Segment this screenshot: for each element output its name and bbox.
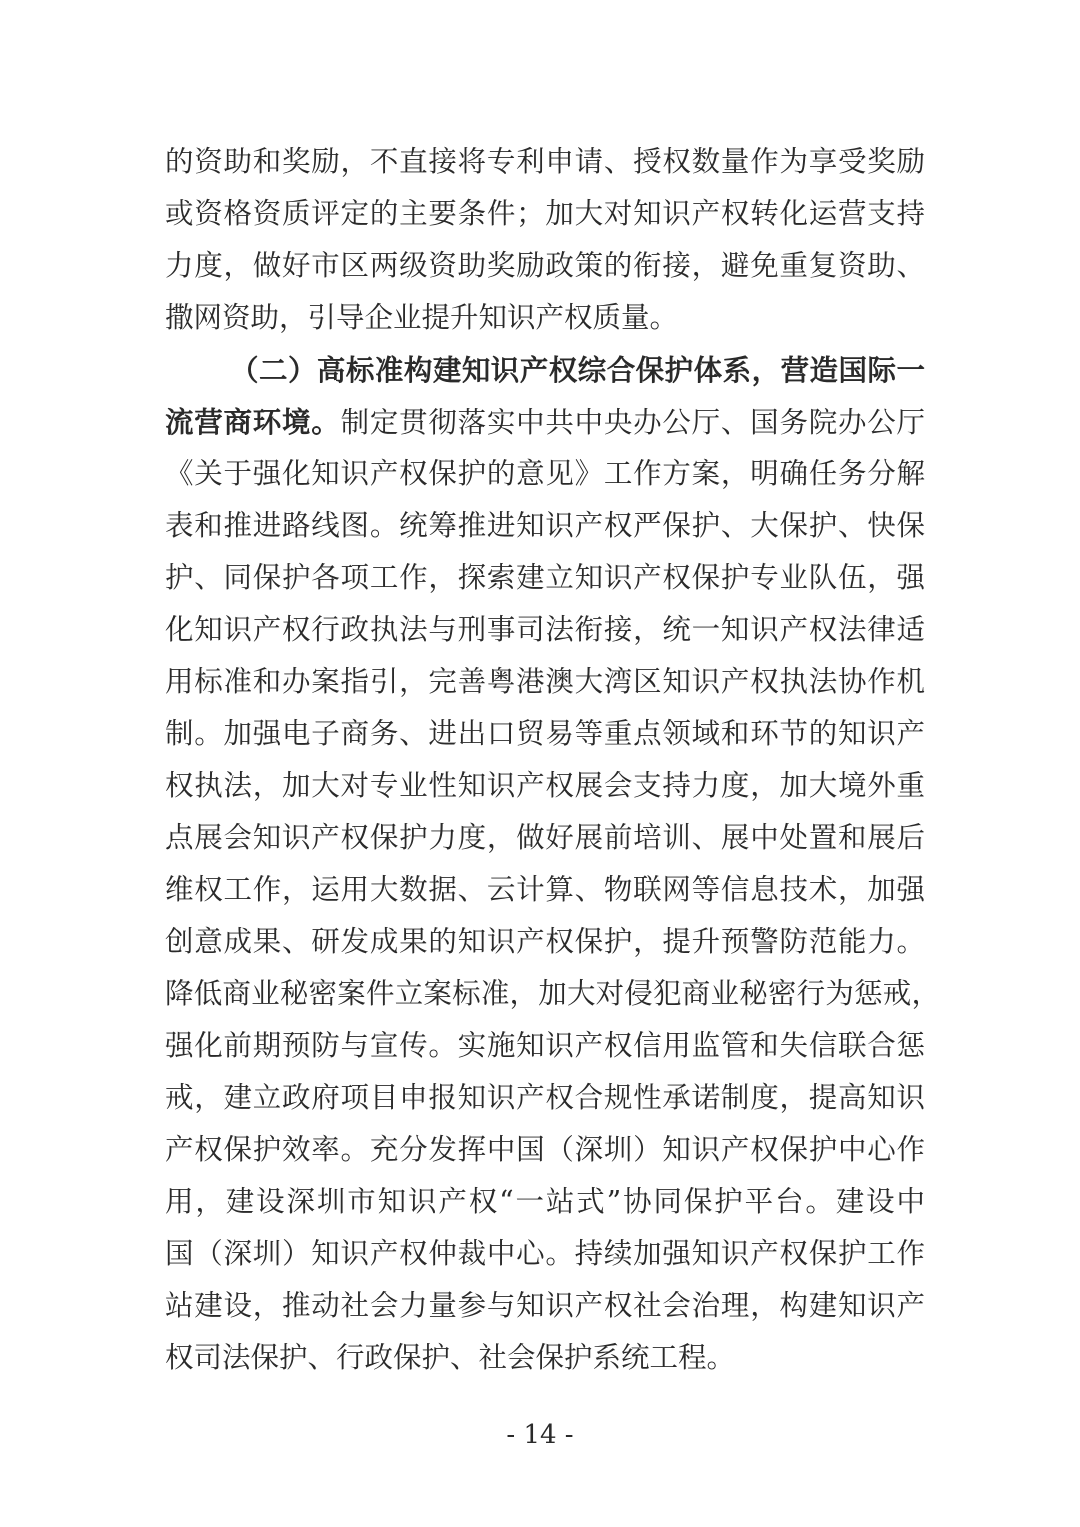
paragraph2-line-6: 用标准和办案指引，完善粤港澳大湾区知识产权执法协作机: [165, 665, 925, 698]
paragraph2-line-17: 国（深圳）知识产权仲裁中心。持续加强知识产权保护工作: [165, 1237, 925, 1270]
paragraph1-line-4: 撒网资助，引导企业提升知识产权质量。: [165, 301, 679, 334]
paragraph2-line-1: [165, 402, 925, 442]
paragraph2-line-11: 创意成果、研发成果的知识产权保护，提升预警防范能力。: [165, 925, 925, 958]
paragraph2-line-3: 表和推进路线图。统筹推进知识产权严保护、大保护、快保: [165, 509, 925, 542]
paragraph2-line-15: 产权保护效率。充分发挥中国（深圳）知识产权保护中心作: [165, 1133, 925, 1166]
page-number: - 14 -: [506, 1420, 574, 1450]
paragraph2-line-7: 制。加强电子商务、进出口贸易等重点领域和环节的知识产: [165, 717, 925, 750]
paragraph2-line-14: 戒，建立政府项目申报知识产权合规性承诺制度，提高知识: [165, 1081, 925, 1114]
paragraph1-line-2: 或资格资质评定的主要条件；加大对知识产权转化运营支持: [165, 197, 925, 230]
paragraph2-line-12: 降低商业秘密案件立案标准，加大对侵犯商业秘密行为惩戒，: [165, 977, 940, 1010]
section-heading-line-2: 流营商环境。: [165, 405, 341, 439]
paragraph2-line-9: 点展会知识产权保护力度，做好展前培训、展中处置和展后: [165, 821, 925, 854]
paragraph2-line-13: 强化前期预防与宣传。实施知识产权信用监管和失信联合惩: [165, 1029, 925, 1062]
paragraph2-line-10: 维权工作，运用大数据、云计算、物联网等信息技术，加强: [165, 873, 925, 906]
paragraph2-line-16: 用，建设深圳市知识产权“一站式”协同保护平台。建设中: [165, 1185, 925, 1218]
paragraph2-line-18: 站建设，推动社会力量参与知识产权社会治理，构建知识产: [165, 1289, 925, 1322]
section-heading-line-1: （二）高标准构建知识产权综合保护体系，营造国际一: [230, 353, 925, 387]
paragraph2-line-4: 护、同保护各项工作，探索建立知识产权保护专业队伍，强: [165, 561, 925, 594]
paragraph2-line-2: 《关于强化知识产权保护的意见》工作方案，明确任务分解: [165, 457, 925, 490]
paragraph2-line-5: 化知识产权行政执法与刑事司法衔接，统一知识产权法律适: [165, 613, 925, 646]
paragraph1-line-3: 力度，做好市区两级资助奖励政策的衔接，避免重复资助、: [165, 249, 925, 282]
paragraph2-line-1-text: 制定贯彻落实中共中央办公厅、国务院办公厅: [340, 406, 925, 439]
paragraph2-line-19: 权司法保护、行政保护、社会保护系统工程。: [165, 1341, 736, 1374]
paragraph2-line-8: 权执法，加大对专业性知识产权展会支持力度，加大境外重: [165, 769, 925, 802]
paragraph1-line-1: 的资助和奖励，不直接将专利申请、授权数量作为享受奖励: [165, 145, 925, 178]
